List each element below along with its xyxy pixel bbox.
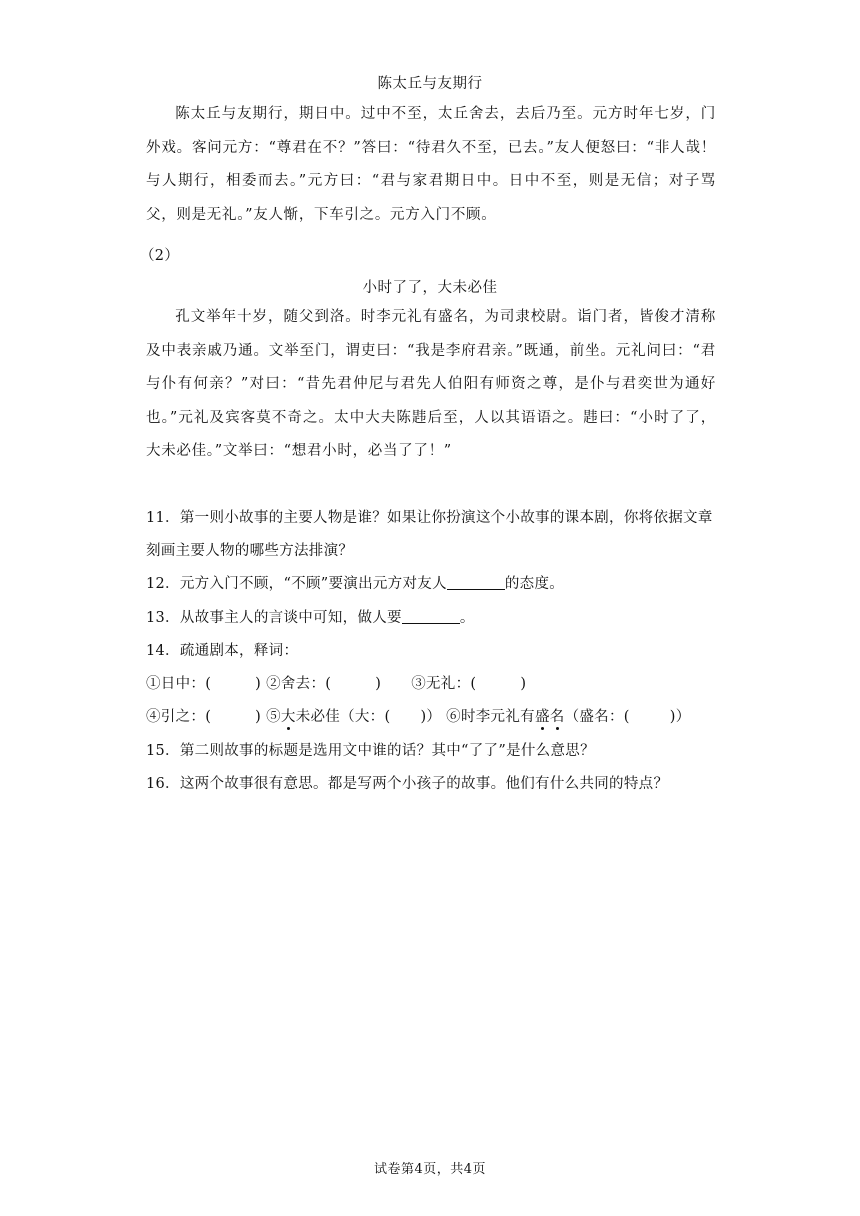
item-4: ④引之：(: [146, 709, 212, 725]
question-11-line2: 刻画主要人物的哪些方法排演？: [146, 543, 354, 559]
story1-text: [146, 98, 716, 232]
story1-body: 陈太丘与友期行，期日中。过中不至，太丘舍去，去后乃至。元方时年七岁，门外戏。客问元方：“尊君在不？”答曰：“待君久不至，已去。”友人便怒曰：“非人哉！与人期行，相委而去。”元方曰：“君与家君期日中。日中不至，则是无信；对子骂父，则是无礼。”友人惭，下车引之。元方入门不顾。: [146, 106, 716, 223]
item-5-close: )）: [420, 709, 442, 725]
item-1-close: ): [255, 676, 262, 692]
emphasis-char: 盛: [534, 709, 550, 725]
item-5: 未必佳（大：(: [295, 709, 391, 725]
story2-title: 小时了了，大未必佳: [362, 280, 498, 296]
question-12: [146, 572, 746, 593]
question-13-tail: 。: [459, 610, 475, 626]
question-11-line1: 11．第一则小故事的主要人物是谁？如果让你扮演这个小故事的课本剧，你将依据文章: [146, 510, 713, 526]
item-5-num: ⑤: [266, 709, 281, 725]
story2-text: [146, 301, 716, 469]
story2-body: 孔文举年十岁，随父到洛。时李元礼有盛名，为司隶校尉。诣门者，皆俊才清称及中表亲戚乃通。文举至门，谓吏曰：“我是李府君亲。”既通，前坐。元礼问曰：“君与仆有何亲？”对曰：“昔先君仲尼与君先人伯阳有师资之尊，是仆与君奕世为通好也。”元礼及宾客莫不奇之。太中大夫陈韪后至，人以其语语之。韪曰：“小时了了，大未必佳。”文举曰：“想君小时，必当了了！”: [146, 309, 716, 459]
question-14: 14．疏通剧本，释词：: [146, 643, 299, 659]
item-6-label: （盛名：(: [564, 709, 630, 725]
item-2-close: ): [375, 676, 382, 692]
item-6-close: )）: [669, 709, 691, 725]
question-15: 15．第二则故事的标题是选用文中谁的话？其中“了了”是什么意思？: [146, 743, 595, 759]
item-2: ②舍去：(: [266, 676, 332, 692]
item-3: ③无礼：(: [411, 676, 477, 692]
emphasis-char: 大: [280, 709, 296, 725]
emphasis-char: 名: [549, 709, 565, 725]
question-12-tail: 的态度。: [504, 576, 565, 592]
story1-title: 陈太丘与友期行: [377, 76, 483, 92]
question-16: 16．这两个故事很有意思。都是写两个小孩子的故事。他们有什么共同的特点？: [146, 776, 669, 792]
question-13-text: 13．从故事主人的言谈中可知，做人要: [146, 610, 402, 626]
item-4-close: ): [255, 709, 262, 725]
question-14-row2: [146, 705, 746, 726]
answer-blank[interactable]: [447, 575, 505, 590]
answer-blank[interactable]: [402, 609, 460, 624]
item-1: ①日中：(: [146, 676, 212, 692]
question-12-text: 12．元方入门不顾，“不顾”要演出元方对友人: [146, 576, 447, 592]
page-footer: 试卷第4页，共4页: [373, 1162, 487, 1177]
item-6: ⑥时李元礼有: [446, 709, 535, 725]
question-13: [146, 606, 746, 627]
item-3-close: ): [520, 676, 527, 692]
question-14-row1: [146, 672, 746, 693]
section2-label: （2）: [140, 248, 180, 264]
